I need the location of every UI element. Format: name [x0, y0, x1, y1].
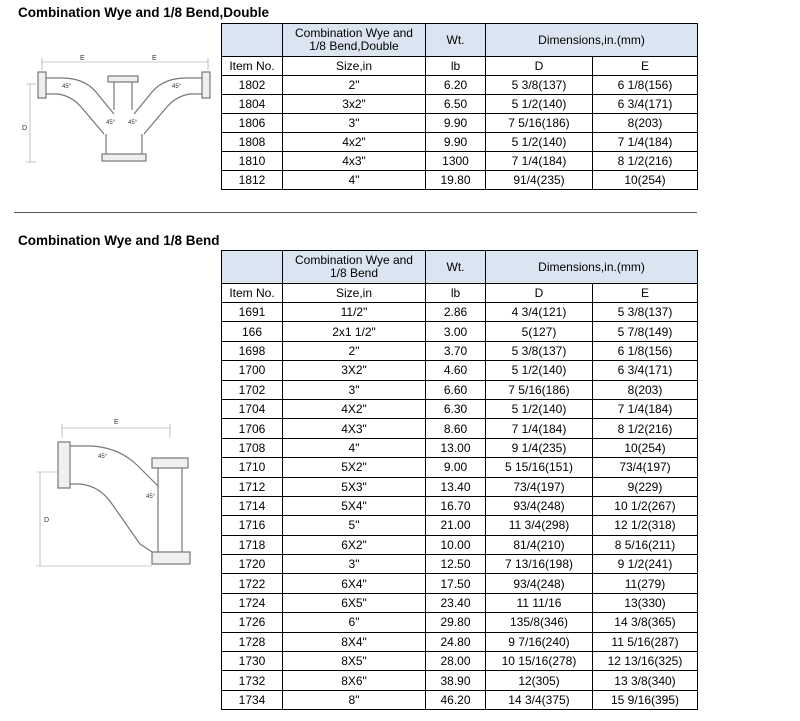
table-cell: 1732 — [222, 671, 283, 690]
table-cell: 5 1/2(140) — [486, 361, 593, 380]
table-cell: 21.00 — [426, 516, 486, 535]
table-cell: 1812 — [222, 171, 283, 190]
table-cell: 2.86 — [426, 303, 486, 322]
dimension-label-e: E — [114, 419, 119, 426]
table-cell: 73/4(197) — [593, 458, 698, 477]
weight-header: Wt. — [426, 24, 486, 57]
table-row — [222, 114, 698, 133]
table-cell: 10.00 — [426, 535, 486, 554]
table-cell: 8" — [283, 690, 426, 709]
table-row — [222, 671, 698, 690]
table-cell: 5 1/2(140) — [486, 133, 593, 152]
table-cell: 2" — [283, 341, 426, 360]
table-cell: 1300 — [426, 152, 486, 171]
table-cell: 4X2" — [283, 399, 426, 418]
table-cell: 19.80 — [426, 171, 486, 190]
table-cell: 91/4(235) — [486, 171, 593, 190]
table-cell: 7 1/4(184) — [593, 133, 698, 152]
table-cell: 93/4(248) — [486, 496, 593, 515]
table-row — [222, 496, 698, 515]
table-row — [222, 399, 698, 418]
table-cell: 1698 — [222, 341, 283, 360]
table-row — [222, 458, 698, 477]
table-cell: 1691 — [222, 303, 283, 322]
table-cell: 1714 — [222, 496, 283, 515]
dimension-label-d: D — [22, 125, 28, 132]
units-cell: D — [486, 57, 593, 76]
table-cell: 1722 — [222, 574, 283, 593]
table-cell: 1702 — [222, 380, 283, 399]
table-cell: 3X2" — [283, 361, 426, 380]
table-cell: 1720 — [222, 555, 283, 574]
table-cell: 1704 — [222, 399, 283, 418]
table-cell: 9 7/16(240) — [486, 632, 593, 651]
table-cell: 6X4" — [283, 574, 426, 593]
units-row — [222, 284, 698, 303]
table-cell: 9(229) — [593, 477, 698, 496]
table-cell: 6.30 — [426, 399, 486, 418]
weight-header: Wt. — [426, 251, 486, 284]
table-row — [222, 361, 698, 380]
table-cell: 10 15/16(278) — [486, 652, 593, 671]
table-cell: 93/4(248) — [486, 574, 593, 593]
table-cell: 12.50 — [426, 555, 486, 574]
units-cell: lb — [426, 57, 486, 76]
table-cell: 1700 — [222, 361, 283, 380]
header-blank-cell — [222, 24, 283, 57]
table-cell: 5 1/2(140) — [486, 95, 593, 114]
spec-table — [221, 23, 698, 190]
table-cell: 135/8(346) — [486, 613, 593, 632]
table-cell: 2x1 1/2" — [283, 322, 426, 341]
table-cell: 5 3/8(137) — [486, 341, 593, 360]
table-cell: 5 1/2(140) — [486, 399, 593, 418]
angle-label: 45° — [128, 120, 138, 126]
table-cell: 1806 — [222, 114, 283, 133]
table-cell: 3" — [283, 380, 426, 399]
dimension-label-e: E — [80, 55, 85, 62]
units-cell: Item No. — [222, 57, 283, 76]
table-cell: 7 5/16(186) — [486, 114, 593, 133]
angle-label: 45° — [106, 120, 116, 126]
table-cell: 8(203) — [593, 380, 698, 399]
table-cell: 1710 — [222, 458, 283, 477]
section-divider — [14, 212, 697, 213]
table-cell: 14 3/8(365) — [593, 613, 698, 632]
table-cell: 8X5" — [283, 652, 426, 671]
table-cell: 8 1/2(216) — [593, 419, 698, 438]
table-cell: 10(254) — [593, 171, 698, 190]
table-row — [222, 652, 698, 671]
wye-bend-diagram — [30, 412, 210, 572]
table-cell: 1716 — [222, 516, 283, 535]
table-header-row — [222, 251, 698, 284]
table-row — [222, 76, 698, 95]
double-wye-diagram — [22, 50, 217, 175]
table-row — [222, 574, 698, 593]
units-cell: Size,in — [283, 284, 426, 303]
table-cell: 1804 — [222, 95, 283, 114]
units-cell: lb — [426, 284, 486, 303]
table-header-row — [222, 24, 698, 57]
table-cell: 11 5/16(287) — [593, 632, 698, 651]
table-row — [222, 555, 698, 574]
table-body — [222, 76, 698, 190]
table-cell: 5 7/8(149) — [593, 322, 698, 341]
units-cell: E — [593, 57, 698, 76]
units-cell: E — [593, 284, 698, 303]
table-row — [222, 419, 698, 438]
table-cell: 2" — [283, 76, 426, 95]
table-cell: 11(279) — [593, 574, 698, 593]
table-row — [222, 690, 698, 709]
table-cell: 13 3/8(340) — [593, 671, 698, 690]
table-row — [222, 152, 698, 171]
table-row — [222, 171, 698, 190]
table-cell: 9.90 — [426, 133, 486, 152]
table-cell: 5X2" — [283, 458, 426, 477]
table-cell: 1730 — [222, 652, 283, 671]
table-cell: 1810 — [222, 152, 283, 171]
table-cell: 5 3/8(137) — [593, 303, 698, 322]
units-row — [222, 57, 698, 76]
table-cell: 1706 — [222, 419, 283, 438]
product-name-header: Combination Wye and 1/8 Bend — [283, 251, 426, 284]
table-cell: 4x3" — [283, 152, 426, 171]
table-cell: 10 1/2(267) — [593, 496, 698, 515]
table-cell: 6X5" — [283, 593, 426, 612]
dimension-label-e: E — [152, 55, 157, 62]
table-cell: 9 1/2(241) — [593, 555, 698, 574]
table-cell: 5X4" — [283, 496, 426, 515]
table-cell: 6.50 — [426, 95, 486, 114]
table-cell: 28.00 — [426, 652, 486, 671]
units-cell: Size,in — [283, 57, 426, 76]
table-cell: 3" — [283, 114, 426, 133]
table-cell: 6X2" — [283, 535, 426, 554]
table-cell: 17.50 — [426, 574, 486, 593]
angle-label: 45° — [62, 84, 72, 90]
table-cell: 7 5/16(186) — [486, 380, 593, 399]
table-cell: 16.70 — [426, 496, 486, 515]
table-row — [222, 535, 698, 554]
table-cell: 6 1/8(156) — [593, 341, 698, 360]
table-row — [222, 341, 698, 360]
table-cell: 12 1/2(318) — [593, 516, 698, 535]
table-cell: 3x2" — [283, 95, 426, 114]
table-row — [222, 593, 698, 612]
table-cell: 14 3/4(375) — [486, 690, 593, 709]
table-cell: 1712 — [222, 477, 283, 496]
table-cell: 1728 — [222, 632, 283, 651]
dimensions-header: Dimensions,in.(mm) — [486, 251, 698, 284]
spec-table — [221, 250, 698, 710]
table-cell: 29.80 — [426, 613, 486, 632]
table-cell: 12(305) — [486, 671, 593, 690]
table-cell: 9.90 — [426, 114, 486, 133]
table-cell: 1734 — [222, 690, 283, 709]
table-cell: 11 11/16 — [486, 593, 593, 612]
table-cell: 13.00 — [426, 438, 486, 457]
section-title: Combination Wye and 1/8 Bend,Double — [18, 5, 270, 20]
table-cell: 7 13/16(198) — [486, 555, 593, 574]
product-name-header: Combination Wye and 1/8 Bend,Double — [283, 24, 426, 57]
table-cell: 6 3/4(171) — [593, 95, 698, 114]
table-row — [222, 516, 698, 535]
table-cell: 4X3" — [283, 419, 426, 438]
table-cell: 6" — [283, 613, 426, 632]
table-cell: 12 13/16(325) — [593, 652, 698, 671]
table-row — [222, 632, 698, 651]
table-cell: 13(330) — [593, 593, 698, 612]
table-cell: 8 1/2(216) — [593, 152, 698, 171]
table-row — [222, 380, 698, 399]
table-cell: 38.90 — [426, 671, 486, 690]
table-row — [222, 133, 698, 152]
header-blank-cell — [222, 251, 283, 284]
table-cell: 5 15/16(151) — [486, 458, 593, 477]
table-cell: 6.60 — [426, 380, 486, 399]
table-cell: 3.00 — [426, 322, 486, 341]
table-cell: 23.40 — [426, 593, 486, 612]
table-cell: 24.80 — [426, 632, 486, 651]
table-cell: 1718 — [222, 535, 283, 554]
table-cell: 3" — [283, 555, 426, 574]
table-cell: 7 1/4(184) — [486, 152, 593, 171]
table-cell: 4" — [283, 171, 426, 190]
table-cell: 4" — [283, 438, 426, 457]
table-cell: 1808 — [222, 133, 283, 152]
table-cell: 3.70 — [426, 341, 486, 360]
table-cell: 7 1/4(184) — [593, 399, 698, 418]
table-cell: 1724 — [222, 593, 283, 612]
table-row — [222, 477, 698, 496]
table-row — [222, 95, 698, 114]
table-cell: 9.00 — [426, 458, 486, 477]
table-cell: 11 3/4(298) — [486, 516, 593, 535]
table-cell: 46.20 — [426, 690, 486, 709]
angle-label: 45° — [172, 84, 182, 90]
table-cell: 4x2" — [283, 133, 426, 152]
table-cell: 5" — [283, 516, 426, 535]
table-cell: 8X6" — [283, 671, 426, 690]
dimensions-header: Dimensions,in.(mm) — [486, 24, 698, 57]
table-cell: 11/2" — [283, 303, 426, 322]
table-cell: 81/4(210) — [486, 535, 593, 554]
table-cell: 8 5/16(211) — [593, 535, 698, 554]
table-row — [222, 438, 698, 457]
units-cell: D — [486, 284, 593, 303]
angle-label: 45° — [98, 454, 108, 460]
table-body — [222, 303, 698, 710]
table-cell: 15 9/16(395) — [593, 690, 698, 709]
units-cell: Item No. — [222, 284, 283, 303]
table-cell: 9 1/4(235) — [486, 438, 593, 457]
table-cell: 13.40 — [426, 477, 486, 496]
table-row — [222, 322, 698, 341]
table-cell: 5X3" — [283, 477, 426, 496]
table-cell: 1708 — [222, 438, 283, 457]
table-cell: 8X4" — [283, 632, 426, 651]
table-cell: 8(203) — [593, 114, 698, 133]
table-cell: 1726 — [222, 613, 283, 632]
table-cell: 1802 — [222, 76, 283, 95]
table-cell: 4.60 — [426, 361, 486, 380]
table-row — [222, 613, 698, 632]
section-title: Combination Wye and 1/8 Bend — [18, 233, 220, 248]
table-cell: 10(254) — [593, 438, 698, 457]
table-cell: 166 — [222, 322, 283, 341]
dimension-label-d: D — [44, 517, 50, 524]
table-cell: 5(127) — [486, 322, 593, 341]
table-cell: 5 3/8(137) — [486, 76, 593, 95]
table-cell: 7 1/4(184) — [486, 419, 593, 438]
table-cell: 8.60 — [426, 419, 486, 438]
table-cell: 6 1/8(156) — [593, 76, 698, 95]
table-row — [222, 303, 698, 322]
table-cell: 73/4(197) — [486, 477, 593, 496]
table-cell: 6 3/4(171) — [593, 361, 698, 380]
table-cell: 6.20 — [426, 76, 486, 95]
table-cell: 4 3/4(121) — [486, 303, 593, 322]
angle-label: 45° — [146, 494, 156, 500]
